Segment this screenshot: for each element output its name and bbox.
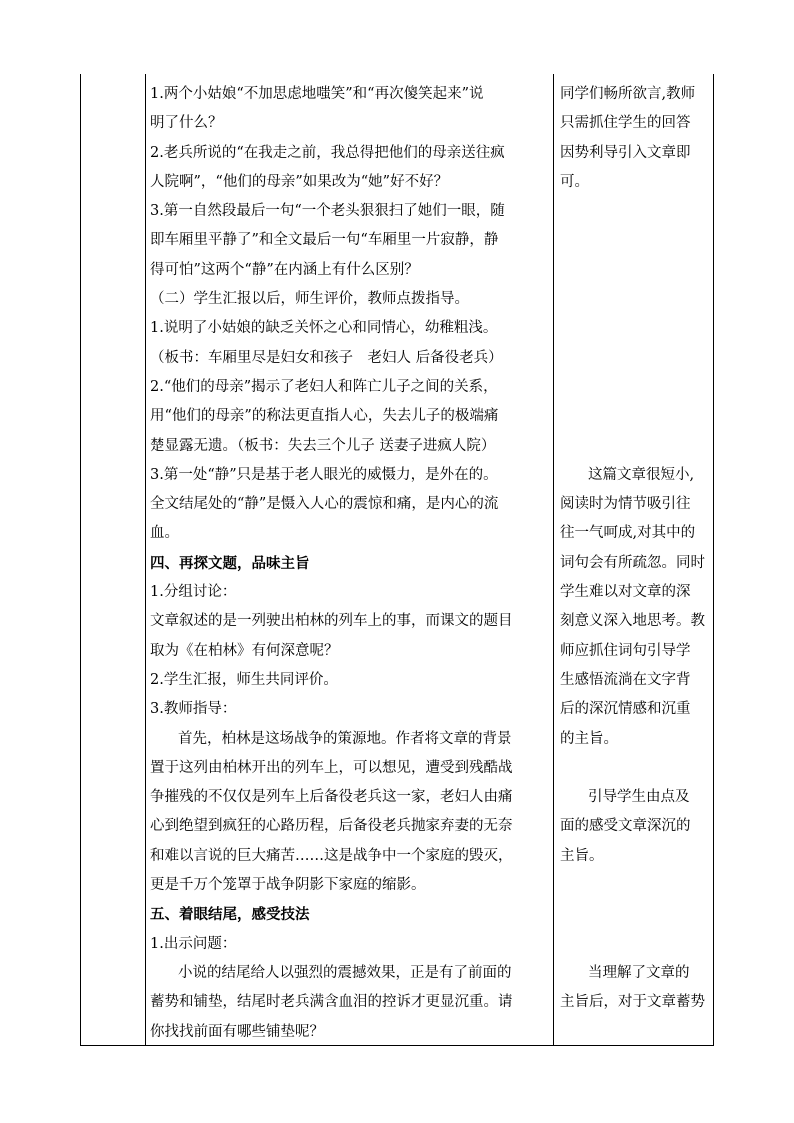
text-line: 更是千万个笼罩于战争阴影下家庭的缩影。 [150, 877, 426, 894]
text-line: 即车厢里平静了”和全文最后一句“车厢里一片寂静，静 [150, 232, 499, 249]
note-line [560, 900, 712, 929]
note-line [560, 871, 712, 900]
note-line: 阅读时为情节吸引往 [560, 496, 691, 513]
table-border-right [713, 74, 714, 1046]
text-line: 1.两个小姑娘“不加思虑地嗤笑”和“再次傻笑起来”说 [150, 86, 484, 102]
note-line [560, 432, 712, 461]
text-line: 2.“他们的母亲”揭示了老妇人和阵亡儿子之间的关系， [150, 378, 498, 395]
text-line: 首先，柏林是这场战争的策源地。作者将文章的背景 [178, 730, 512, 747]
text-line: 2.学生汇报，师生共同评价。 [150, 671, 338, 688]
text-line: 用“他们的母亲”的称法更直指人心，失去儿子的极端痛 [150, 408, 499, 425]
text-line: 心到绝望到疯狂的心路历程，后备役老兵抛家弃妻的无奈 [150, 818, 513, 835]
note-line [560, 314, 712, 343]
note-line: 师应抓住词句引导学 [560, 642, 691, 659]
text-line: 小说的结尾给人以强烈的震撼效果，正是有了前面的 [178, 964, 512, 981]
text-line: 3.教师指导： [150, 701, 237, 718]
note-line [560, 226, 712, 255]
table-border-left [80, 74, 81, 1046]
text-line: 1.说明了小姑娘的缺乏关怀之心和同情心，幼稚粗浅。 [150, 320, 498, 337]
text-line: 1.分组讨论： [150, 584, 237, 601]
text-line: 楚显露无遗。（板书：失去三个儿子 送妻子进疯人院） [150, 437, 496, 454]
text-line: 1.出示问题： [150, 935, 237, 952]
note-line: 刻意义深入地思考。教 [560, 613, 705, 630]
section-heading: 四、再探文题，品味主旨 [150, 554, 310, 572]
note-line [560, 285, 712, 314]
text-line: 全文结尾处的“静”是慑入人心的震惊和痛，是内心的流 [150, 496, 499, 513]
note-line [560, 373, 712, 402]
text-line: 3.第一处“静”只是基于老人眼光的威慑力，是外在的。 [150, 466, 498, 483]
text-line: 取为《在柏林》有何深意呢？ [150, 642, 339, 659]
note-line: 生感悟流淌在文字背 [560, 671, 691, 688]
note-line: 同学们畅所欲言,教师 [560, 86, 696, 102]
note-line: 往一气呵成,对其中的 [560, 525, 696, 542]
note-line [560, 344, 712, 373]
text-line: 蓄势和铺垫，结尾时老兵满含血泪的控诉才更显沉重。请 [150, 994, 513, 1011]
text-line: 明了什么？ [150, 115, 223, 132]
note-line: 主旨。 [560, 847, 604, 864]
text-line: （板书：车厢里尽是妇女和孩子 老妇人 后备役老兵） [150, 349, 503, 366]
note-line: 后的深沉情感和沉重 [560, 701, 691, 718]
text-line: 2.老兵所说的“在我走之前，我总得把他们的母亲送往疯 [150, 144, 505, 161]
note-line: 的主旨。 [560, 730, 618, 747]
table-divider-1 [145, 74, 146, 1046]
text-line: 得可怕”这两个“静”在内涵上有什么区别？ [150, 261, 419, 278]
text-line: 置于这列由柏林开出的列车上，可以想见，遭受到残酷战 [150, 759, 513, 776]
note-line: 主旨后，对于文章蓄势 [560, 994, 705, 1011]
text-line: 血。 [150, 525, 179, 542]
design-notes-column [560, 80, 712, 1018]
text-line: （二）学生汇报以后，师生评价，教师点拨指导。 [150, 291, 469, 308]
text-line: 文章叙述的是一列驶出柏林的列车上的事，而课文的题目 [150, 613, 513, 630]
text-line: 和难以言说的巨大痛苦……这是战争中一个家庭的毁灭， [150, 847, 513, 864]
note-line [560, 402, 712, 431]
note-line [560, 197, 712, 226]
note-line: 当理解了文章的 [588, 964, 690, 981]
table-divider-2 [553, 74, 554, 1046]
note-line: 因势利导引入文章即 [560, 144, 691, 161]
note-line: 可。 [560, 173, 589, 190]
text-line: 你找找前面有哪些铺垫呢？ [150, 1023, 324, 1040]
note-line: 学生难以对文章的深 [560, 584, 691, 601]
section-heading: 五、着眼结尾，感受技法 [150, 906, 310, 924]
note-line [560, 754, 712, 783]
teaching-process-column [150, 80, 550, 1047]
text-line: 争摧残的不仅仅是列车上后备役老兵这一家，老妇人由痛 [150, 789, 513, 806]
note-line [560, 256, 712, 285]
text-line: 人院啊”，“他们的母亲”如果改为“她”好不好？ [150, 173, 449, 190]
note-line: 这篇文章很短小, [588, 466, 695, 483]
note-line [560, 930, 712, 959]
text-line: 3.第一自然段最后一句“一个老头狠狠扫了她们一眼，随 [150, 203, 505, 220]
note-line: 只需抓住学生的回答 [560, 115, 691, 132]
note-line: 面的感受文章深沉的 [560, 818, 691, 835]
note-line: 词句会有所疏忽。同时 [560, 554, 705, 571]
note-line: 引导学生由点及 [588, 789, 690, 806]
